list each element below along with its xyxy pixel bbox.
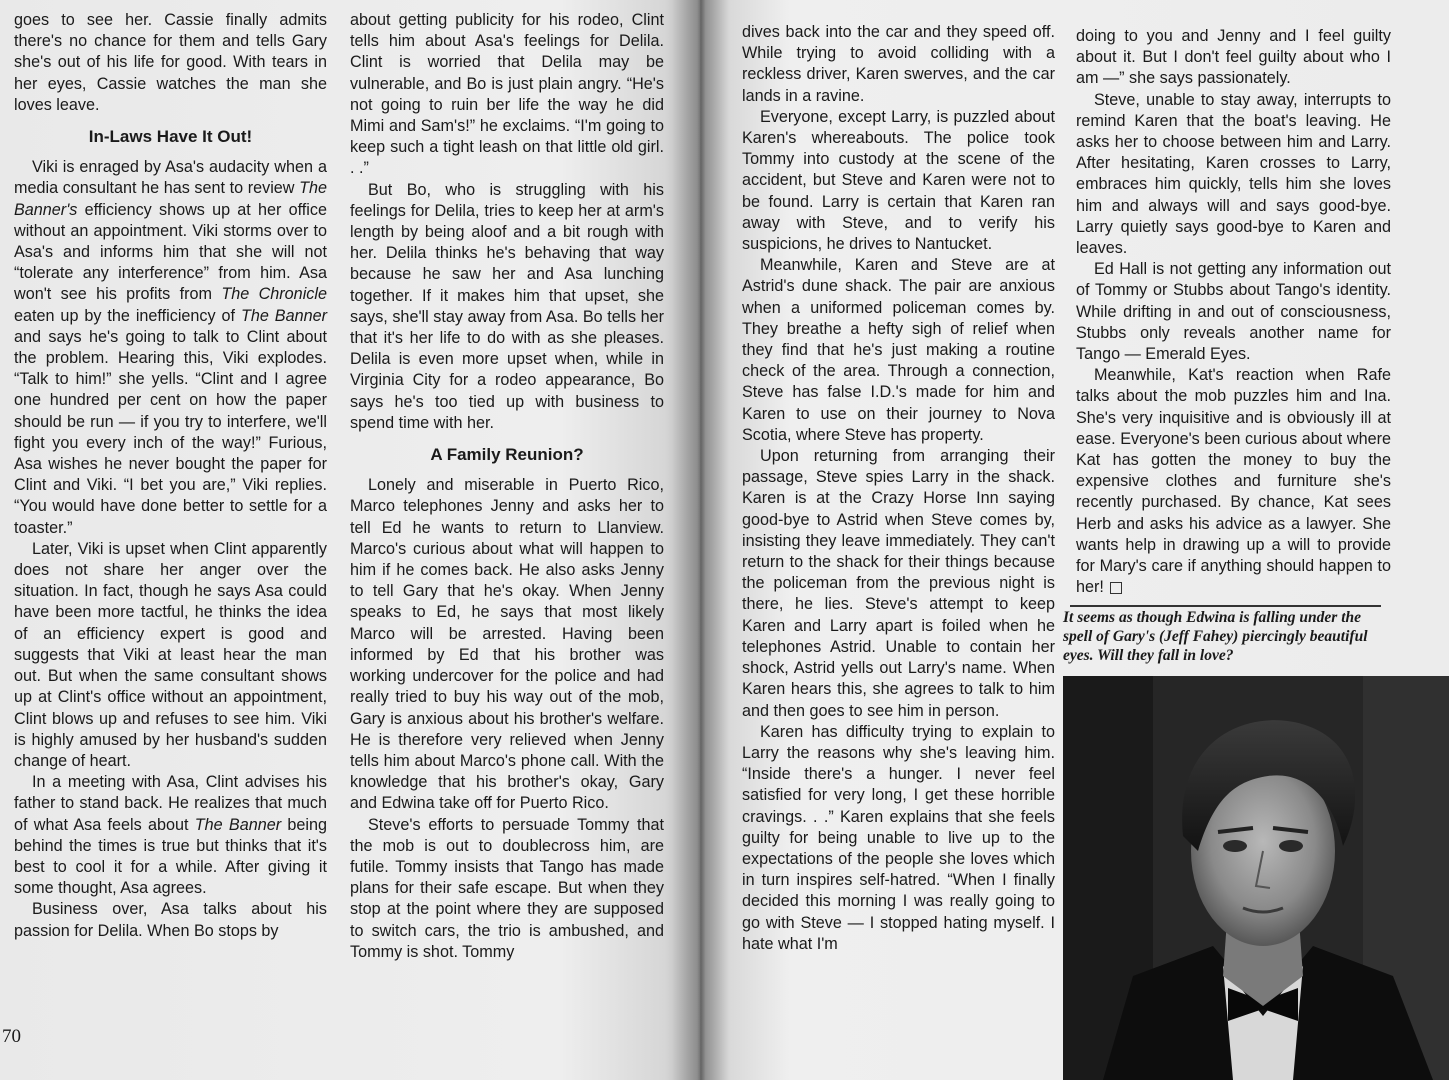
paragraph: Business over, Asa talks about his passion for Delila. When Bo stops by <box>14 900 327 940</box>
paragraph: Ed Hall is not getting any information out of Tommy or Stubbs about Tango's identity. While drifting in and out of consciousness, Stubbs only reveals another name for Tango — Emerald Eyes. <box>1076 260 1391 364</box>
actor-portrait-photo <box>1063 676 1449 1080</box>
paragraph: Upon returning from arranging their passage, Steve spies Larry in the shack. Karen is at the Crazy Horse Inn saying good-bye to Astrid when Steve comes by, insisting they leave immediately. They can't return to the shack for their things because the policeman from the previous night is there, he lies. Steve's attempt to keep Karen and Larry apart is foiled when he telephones Astrid. Unable to contain her shock, Astrid yells out Larry's name. When Karen hears this, she agrees to talk to him and then goes to see him in person. <box>742 447 1055 720</box>
paragraph: doing to you and Jenny and I feel guilty about it. But I don't feel guilty about who I am —” she says passionately. <box>1076 27 1391 88</box>
article-column-3 <box>742 22 1055 955</box>
section-heading: In-Laws Have It Out! <box>88 127 253 147</box>
article-column-2 <box>350 10 664 963</box>
article-column-1 <box>14 10 327 942</box>
paragraph: Meanwhile, Kat's reaction when Rafe talks about the mob puzzles him and Ina. She's very inquisitive and is obviously ill at ease. Everyone's been curious about where Kat has gotten the money to buy the expensive clothes and furniture she's recently purchased. By chance, Kat sees Herb and asks his advice as a lawyer. She wants help in drawing up a will to provide for Mary's care if anything should happen to her! <box>1076 366 1391 597</box>
end-mark-icon <box>1110 582 1122 594</box>
caption-rule <box>1070 605 1381 607</box>
paragraph: Steve's efforts to persuade Tommy that the mob is out to doublecross him, are futile. Tommy insists that Tango has made plans for their safe escape. But when they stop at the point where they are supposed to switch cars, the trio is ambushed, and Tommy is shot. Tommy <box>350 815 664 961</box>
paragraph: Lonely and miserable in Puerto Rico, Marco telephones Jenny and asks her to tell Ed he wants to return to Llanview. Marco's curious about what will happen to him if he comes back. He also asks Jenny to tell Gary that he's okay. When Jenny speaks to Ed, he says that most likely Marco will be arrested. Having been informed by Ed that his brother was working undercover for the police and had really tried to buy his way out of the mob, Gary is anxious about his brother's welfare. He is therefore very relieved when Jenny tells him about Marco's phone call. With the knowledge that his brother's okay, Gary and Edwina take off for Puerto Rico. <box>350 476 664 813</box>
article-column-4 <box>1076 26 1391 598</box>
paragraph: about getting publicity for his rodeo, Clint tells him about Asa's feelings for Delila. Clint is worried that Delila may be vulnerable, and Bo is just plain angry. “He's not going to ruin ber life the way he did Mimi and Sam's!” he exclaims. “I'm going to keep such a tight leash on that little old girl. . .” <box>350 11 664 178</box>
photo-caption: It seems as though Edwina is falling under the spell of Gary's (Jeff Fahey) piercingly beautiful eyes. Will they fall in love? <box>1063 609 1368 664</box>
paragraph: Karen has difficulty trying to explain to Larry the reasons why she's leaving him. “Inside there's a hunger. I never feel satisfied for very long, I get these horrible cravings. . .” Karen explains that she feels guilty for being unable to live up to the expectations of the people she loves which in turn inspires self-hatred. “When I finally decided this morning I was really going to go with Steve — I stopped hating myself. I hate what I'm <box>742 722 1055 953</box>
paragraph: In a meeting with Asa, Clint advises his father to stand back. He realizes that much of what Asa feels about The Banner being behind the times is true but thinks that it's best to cool it for a while. After giving it some thought, Asa agrees. <box>14 773 328 898</box>
paragraph: Meanwhile, Karen and Steve are at Astrid's dune shack. The pair are anxious when a uniformed policeman comes by. They breathe a hefty sigh of relief when they find that he's just making a routine check of the area. Through a connection, Steve has false I.D.'s made for him and Karen to use on their journey to Nova Scotia, where Steve has property. <box>742 256 1055 444</box>
left-page <box>0 0 700 1080</box>
portrait-illustration <box>1063 676 1449 1080</box>
paragraph: Viki is enraged by Asa's audacity when a media consultant he has sent to review The Banner's efficiency shows up at her office without an appointment. Viki storms over to Asa's and informs him that she will not “tolerate any interference” from him. Asa won't see his profits from The Chronicle eaten up by the inefficiency of The Banner and says he's going to talk to Clint about the problem. Hearing this, Viki explodes. “Talk to him!” she yells. “Clint and I agree one hundred per cent on how the paper should be run — if you try to interfere, we'll fight you every inch of the way!” Furious, Asa wishes he never bought the paper for Clint and Viki. “I bet you are,” Viki replies. “You would have done better to settle for a toaster.” <box>14 158 327 537</box>
paragraph: Later, Viki is upset when Clint apparently does not share her anger over the situation. In fact, though he says Asa could have been more tactful, he thinks the idea of an efficiency expert is good and suggests that Viki at least hear the man out. But when the same consultant shows up at Clint's office without an appointment, Clint blows up and refuses to see him. Viki is highly amused by her husband's sudden change of heart. <box>14 539 327 770</box>
book-gutter-shadow <box>672 0 728 1080</box>
page-number: 70 <box>2 1026 21 1047</box>
paragraph: But Bo, who is struggling with his feelings for Delila, tries to keep her at arm's length by being aloof and a bit rough with her. Delila thinks he's behaving that way because he saw her and Asa lunching together. If it makes him that upset, she says, she'll stay away from Asa. Bo tells her that it's her life to do with as she pleases. Delila is even more upset when, while in Virginia City for a rodeo appearance, Bo says he's too tied up with business to spend time with her. <box>350 180 664 432</box>
paragraph: Steve, unable to stay away, interrupts to remind Karen that the boat's leaving. He asks her to choose between him and Larry. After hesitating, Karen crosses to Larry, embraces him quickly, tells him she loves him and always will and says good-bye. Larry quietly says good-bye to Karen and leaves. <box>1076 90 1391 258</box>
paragraph: dives back into the car and they speed off. While trying to avoid colliding with a reckless driver, Karen swerves, and the car lands in a ravine. <box>742 23 1055 105</box>
paragraph: Everyone, except Larry, is puzzled about Karen's whereabouts. The police took Tommy into custody at the scene of the accident, but Steve and Karen were not to be found. Larry is certain that Karen ran away with Steve, and to verify his suspicions, he drives to Nantucket. <box>742 107 1055 254</box>
section-heading: A Family Reunion? <box>430 445 584 465</box>
paragraph: goes to see her. Cassie finally admits there's no chance for them and tells Gary she's out of his life for good. With tears in her eyes, Cassie watches the man she loves leave. <box>14 11 327 114</box>
